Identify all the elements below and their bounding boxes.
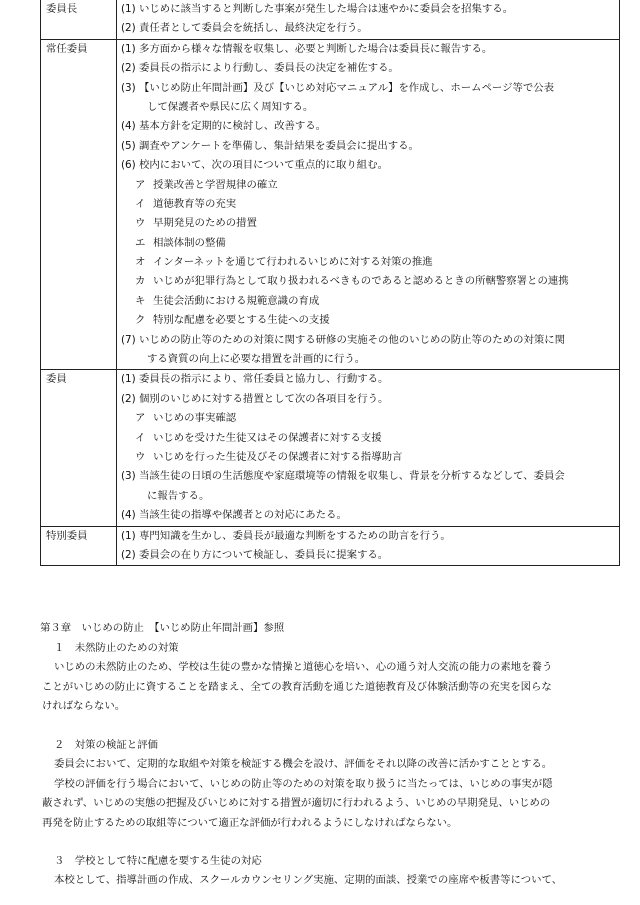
duty-subitem: [121, 214, 619, 233]
duty-item: (1) 委員長の指示により、常任委員と協力し、行動する。: [121, 373, 389, 386]
duty-item: (1) 多方面から様々な情報を収集し、必要と判断した場合は委員長に報告する。: [121, 42, 493, 55]
duty-item: (5) 調査やアンケートを準備し、集計結果を委員会に提出する。: [121, 139, 419, 152]
duty-subitem: [121, 292, 619, 311]
duty-item: (4) 当該生徒の指導や保護者との対応にあたる。: [121, 509, 347, 522]
duty-continuation: する資質の向上に必要な措置を計画的に行う。: [147, 353, 366, 366]
duty-item: (2) 委員長の指示により行動し、委員長の決定を補佐する。: [121, 62, 399, 75]
subitem-text: インターネットを通じて行われるいじめに対する対策の推進: [153, 256, 433, 269]
duty-subitem: [121, 253, 619, 272]
duty-subitem: [121, 311, 619, 330]
subitem-marker: ウ: [135, 450, 146, 463]
subitem-marker: キ: [135, 294, 146, 307]
duties-cell: [117, 526, 620, 566]
subitem-marker: ク: [135, 314, 146, 327]
duty-item: (7) いじめの防止等のための対策に関する研修の実施その他のいじめの防止等のための対策に関: [121, 333, 566, 346]
paragraph-line: 学校の評価を行う場合において、いじめの防止等のための対策を取り扱うに当たっては、いじめの事実が隠: [54, 777, 553, 790]
subitem-text: いじめの事実確認: [153, 412, 237, 425]
subitem-marker: ア: [135, 412, 146, 425]
subitem-marker: オ: [135, 256, 146, 269]
duty-item: (2) 責任者として委員会を統括し、最終決定を行う。: [121, 22, 368, 35]
subitem-text: 道徳教育等の充実: [153, 197, 237, 210]
paragraph-line: 委員会において、定期的な取組や対策を検証する機会を設け、評価をそれ以降の改善に活かすこととする。: [54, 758, 553, 771]
subitem-text: 早期発見のための措置: [153, 217, 257, 230]
section-1: [40, 639, 630, 717]
table-row: [41, 526, 620, 566]
duty-item: (3) 【いじめ防止年間計画】及び【いじめ対応マニュアル】を作成し、ホームページ等で公表: [121, 81, 555, 94]
paragraph-line: 本校として、指導計画の作成、スクールカウンセリング実施、定期的面談、授業での座席や板書等について、: [54, 874, 563, 887]
section-heading: １ 未然防止のための対策: [54, 642, 179, 654]
subitem-marker: エ: [135, 236, 146, 249]
paragraph-line: いじめの未然防止のため、学校は生徒の豊かな情操と道徳心を培い、心の通う対人交流の能力の素地を養う: [54, 661, 553, 674]
duties-cell: [117, 39, 620, 370]
section-heading: ２ 対策の検証と評価: [54, 739, 158, 751]
duty-item: (1) 専門知識を生かし、委員長が最適な判断をするための助言を行う。: [121, 529, 451, 542]
duty-subitem: [121, 409, 619, 428]
duty-subitem: [121, 176, 619, 195]
duty-subitem: [121, 234, 619, 253]
subitem-text: 相談体制の整備: [153, 236, 226, 249]
committee-roles-table: [40, 0, 620, 566]
subitem-text: いじめを受けた生徒又はその保護者に対する支援: [153, 431, 382, 444]
subitem-text: いじめが犯罪行為として取り扱われるべきものであると認めるときの所轄警察署との連携: [153, 275, 569, 288]
subitem-text: 生徒会活動における規範意識の育成: [153, 294, 320, 307]
duty-item: (1) いじめに該当すると判断した事案が発生した場合は速やかに委員会を招集する。: [121, 3, 514, 15]
duty-continuation: に報告する。: [147, 489, 210, 502]
duty-item: (2) 委員会の在り方について検証し、委員長に提案する。: [121, 548, 389, 561]
subitem-text: いじめを行った生徒及びその保護者に対する指導助言: [153, 450, 403, 463]
duty-item: (4) 基本方針を定期的に検討し、改善する。: [121, 120, 327, 133]
subitem-marker: ウ: [135, 217, 146, 230]
duties-cell: [117, 0, 620, 39]
paragraph-line: ことがいじめの防止に資することを踏まえ、全ての教育活動を通じた道徳教育及び体験活動等の充実を図らな: [42, 680, 552, 693]
subitem-marker: イ: [135, 197, 146, 210]
duty-subitem: [121, 272, 619, 291]
table-row: [41, 39, 620, 370]
paragraph-line: 再発を防止するための取組等について適正な評価が行われるようにしなければならない。: [42, 816, 458, 829]
subitem-marker: カ: [135, 275, 146, 288]
duty-item: (2) 個別のいじめに対する措置として次の各項目を行う。: [121, 392, 389, 405]
duty-subitem: [121, 429, 619, 448]
subitem-marker: イ: [135, 431, 146, 444]
table-row: [41, 370, 620, 526]
chapter-3-section: [40, 619, 630, 638]
duty-subitem: [121, 195, 619, 214]
role-cell: 委員: [41, 370, 117, 526]
subitem-text: 特別な配慮を必要とする生徒への支援: [153, 314, 330, 327]
subitem-text: 授業改善と学習規律の確立: [153, 178, 278, 191]
role-cell: 特別委員: [41, 526, 117, 566]
duty-continuation: して保護者や県民に広く周知する。: [147, 100, 314, 113]
section-2: [40, 736, 630, 833]
duty-item: (6) 校内において、次の項目について重点的に取り組む。: [121, 159, 388, 172]
role-cell: 委員長: [41, 0, 117, 39]
section-heading: ３ 学校として特に配慮を要する生徒の対応: [54, 855, 262, 867]
table-row: [41, 0, 620, 39]
paragraph-line: 蔽されず、いじめの実態の把握及びいじめに対する措置が適切に行われるよう、いじめの早期発見、いじめの: [42, 797, 551, 810]
role-cell: 常任委員: [41, 39, 117, 370]
duties-cell: [117, 370, 620, 526]
duty-item: (3) 当該生徒の日頃の生活態度や家庭環境等の情報を収集し、背景を分析するなどして、委員会: [121, 470, 565, 483]
paragraph-line: ければならない。: [42, 700, 126, 713]
chapter-title: 第３章 いじめの防止 【いじめ防止年間計画】参照: [40, 622, 285, 634]
subitem-marker: ア: [135, 178, 146, 191]
duty-subitem: [121, 448, 619, 467]
section-3: [40, 852, 630, 891]
